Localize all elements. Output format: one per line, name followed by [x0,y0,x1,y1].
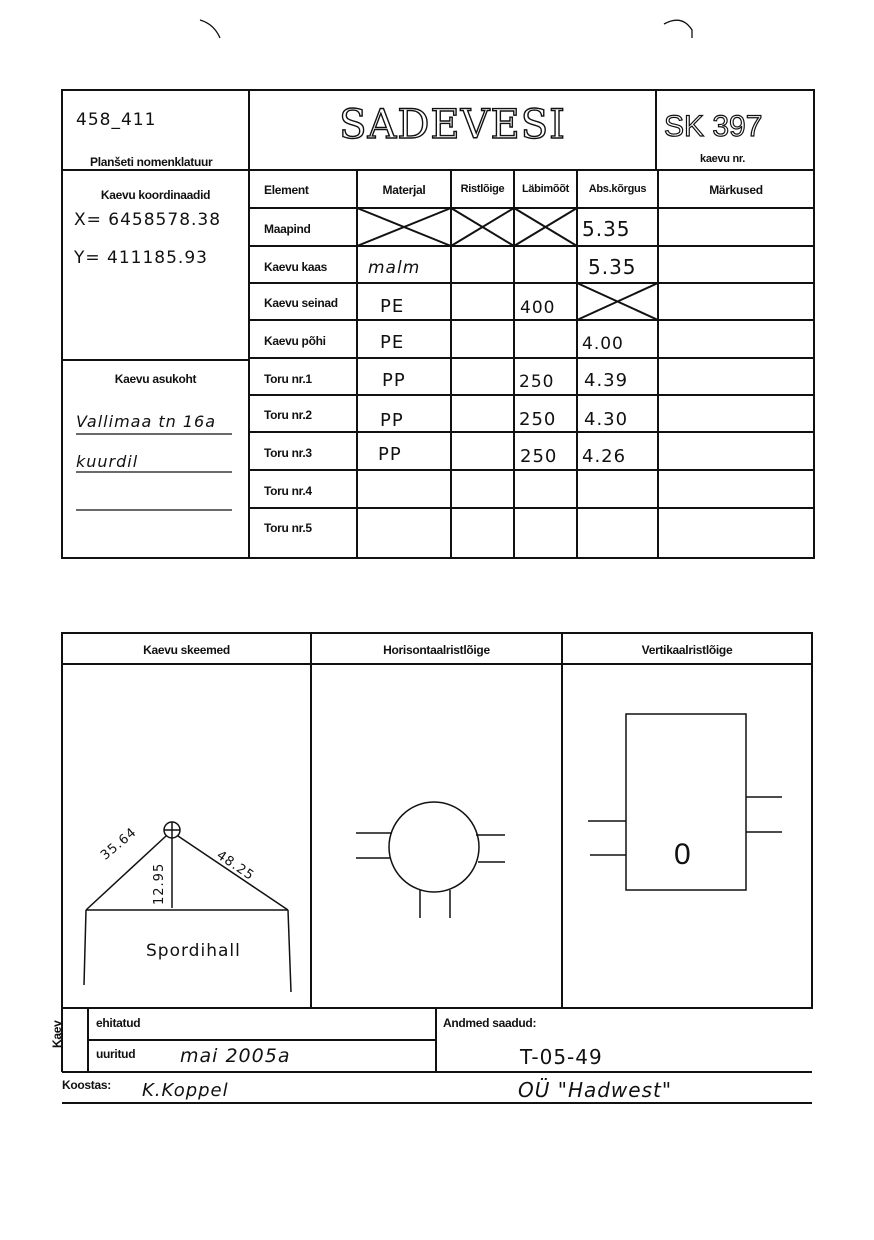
table-row-element: Kaevu põhi [264,334,326,348]
col-header-material: Materjal [382,183,426,197]
table-row-height: 4.39 [584,370,629,391]
col-header-element: Element [264,183,309,197]
distance-right: 48.25 [213,848,258,885]
vertical-section-mark: 0 [674,838,691,871]
table-row-element: Maapind [264,222,311,236]
author-label: Koostas: [62,1078,111,1092]
table-row-element: Kaevu kaas [264,260,328,274]
location-line-2: kuurdil [76,452,139,471]
table-row-material: PE [380,296,405,317]
table-row-diameter: 250 [519,372,555,392]
table-row-material: PP [382,370,406,391]
vertical-section-label: Vertikaalristlõige [641,643,733,657]
table-row-element: Toru nr.5 [264,521,312,535]
table-row-element: Kaevu seinad [264,296,338,310]
table-row-diameter: 250 [520,446,558,467]
table-row-height: 4.30 [584,409,629,430]
distance-left: 35.64 [98,824,140,864]
table-row-material: PP [380,410,404,431]
table-row-material: PP [378,444,402,465]
well-id: SK 397 [664,110,763,143]
coords-label: Kaevu koordinaadid [100,188,211,202]
col-header-diameter: Läbimõõt [521,183,570,195]
data-received-label: Andmed saadud: [443,1016,537,1030]
company-value: OÜ "Hadwest" [518,1078,673,1102]
coord-x: X= 6458578.38 [74,210,222,230]
data-received-value: T-05-49 [520,1045,603,1069]
table-row-element: Toru nr.4 [264,484,312,498]
table-row-height: 5.35 [582,217,631,241]
col-header-cross-section: Ristlõige [460,183,505,195]
surveyed-label: uuritud [96,1047,136,1061]
building-label: Spordihall [146,941,241,961]
table-row-material: malm [368,258,421,278]
nomenclature-label: Planšeti nomenklatuur [90,155,213,169]
table-row-height: 4.00 [582,334,624,354]
table-row-material: PE [380,332,405,353]
location-label: Kaevu asukoht [114,372,197,386]
author-value: K.Koppel [142,1080,229,1101]
col-header-abs-height: Abs.kõrgus [588,183,647,195]
coord-y: Y= 411185.93 [74,248,208,268]
surveyed-value: mai 2005a [180,1045,291,1067]
kaev-side-label: Kaev [50,1020,64,1048]
table-row-diameter: 250 [519,409,557,430]
table-row-element: Toru nr.3 [264,446,312,460]
nomenclature-value: 458_411 [76,110,157,130]
table-row-diameter: 400 [520,298,556,318]
table-row-element: Toru nr.1 [264,372,312,386]
table-row-height: 5.35 [588,255,637,279]
col-header-notes: Märkused [709,183,763,197]
scheme-label: Kaevu skeemed [143,643,230,657]
well-no-label: kaevu nr. [700,153,745,165]
table-row-element: Toru nr.2 [264,408,312,422]
document-title: SADEVESI [339,102,566,148]
horizontal-section-label: Horisontaalristlõige [383,643,490,657]
built-label: ehitatud [96,1016,141,1030]
table-row-height: 4.26 [582,446,627,467]
location-line-1: Vallimaa tn 16a [76,412,217,431]
distance-center: 12.95 [152,862,167,905]
